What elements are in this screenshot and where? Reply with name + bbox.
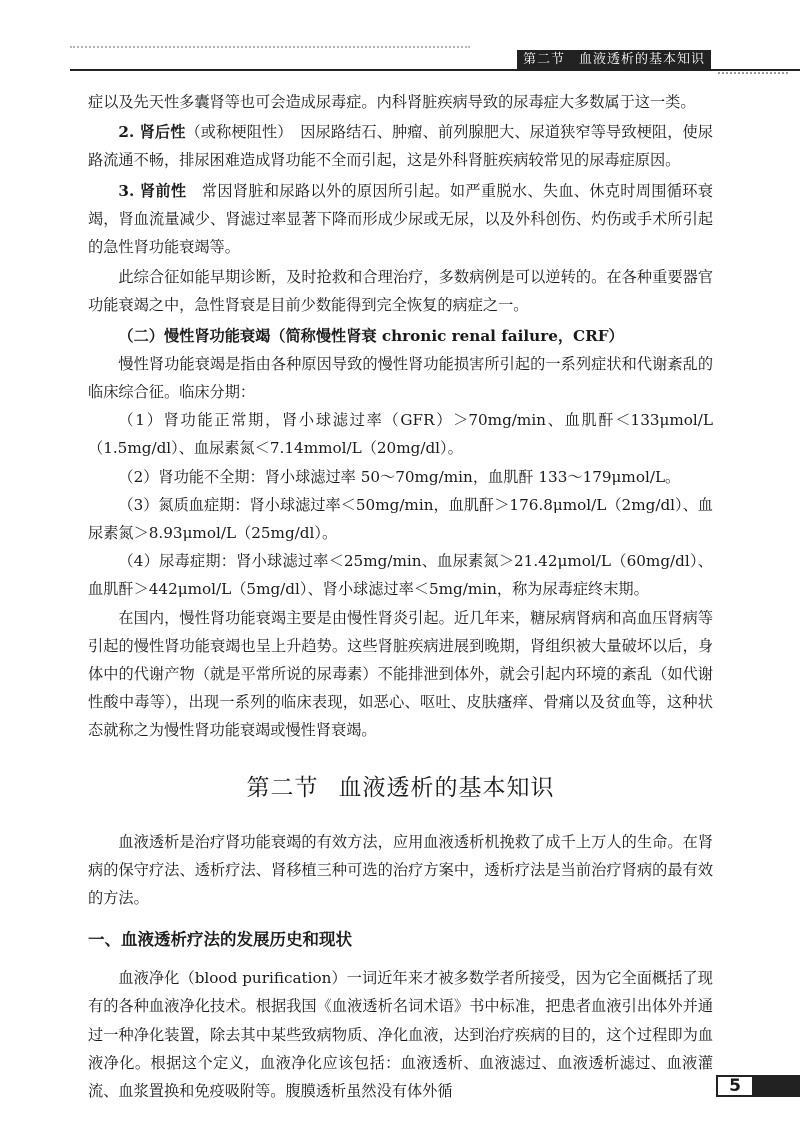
stage-item: （4）尿毒症期：肾小球滤过率＜25mg/min、血尿素氮＞21.42μmol/L（60mg/dl）、血肌酐＞442μmol/L（5mg/dl）、肾小球滤过率＜5mg/min，称为尿毒症终末期。: [88, 552, 713, 599]
header-rule: [70, 69, 800, 71]
paragraph: 在国内，慢性肾功能衰竭主要是由慢性肾炎引起。近几年来，糖尿病肾病和高血压肾病等引起的慢性肾功能衰竭也呈上升趋势。这些肾脏疾病进展到晚期，肾组织被大量破坏以后，身体中的代谢产物（就是平常所说的尿毒素）不能排泄到体外，就会引起内环境的紊乱（如代谢性酸中毒等），出现一系列的临床表现，如恶心、呕吐、皮肤瘙痒、骨痛以及贫血等，这种状态就称之为慢性肾功能衰竭或慢性肾衰竭。: [88, 608, 713, 740]
stage-item: （3）氮质血症期：肾小球滤过率＜50mg/min，血肌酐＞176.8μmol/L（2mg/dl）、血尿素氮＞8.93μmol/L（25mg/dl）。: [88, 495, 713, 543]
item-lead: 2. 肾后性: [118, 123, 186, 142]
item-paren: （或称梗阻性）: [185, 123, 285, 142]
page-body: [88, 88, 713, 1105]
page-number: 5: [716, 1075, 754, 1097]
section-number: 第二节: [246, 774, 319, 801]
page-number-badge: [716, 1075, 800, 1097]
page-number-bar: [754, 1075, 800, 1097]
stage-item: （1）肾功能正常期，肾小球滤过率（GFR）＞70mg/min、血肌酐＜133μmol/L（1.5mg/dl）、血尿素氮＜7.14mmol/L（20mg/dl）。: [88, 411, 713, 458]
paragraph: 慢性肾功能衰竭是指由各种原因导致的慢性肾功能损害所引起的一系列症状和代谢紊乱的临床综合征。临床分期：: [88, 354, 713, 402]
running-header: 第二节 血液透析的基本知识: [517, 50, 711, 70]
section-name: 血液透析的基本知识: [338, 774, 555, 801]
paragraph-pre-renal: [88, 177, 713, 262]
stage-item: （2）肾功能不全期：肾小球滤过率 50～70mg/min，血肌酐 133～179μmol/L。: [118, 467, 681, 486]
paragraph: 血液透析是治疗肾功能衰竭的有效方法，应用血液透析机挽救了成千上万人的生命。在肾病的保守疗法、透析疗法、肾移植三种可选的治疗方案中，透析疗法是当前治疗肾病的最有效的方法。: [88, 832, 713, 908]
paragraph: 血液净化（blood purification）一词近年来才被多数学者所接受，因为它全面概括了现有的各种血液净化技术。根据我国《血液透析名词术语》书中标准，把患者血液引出体外并通过一种净化装置，除去其中某些致病物质、净化血液，达到治疗疾病的目的，这个过程即为血液净化。根据这个定义，血液净化应该包括：血液透析、血液滤过、血液透析滤过、血液灌流、血浆置换和免疫吸附等。腹膜透析虽然没有体外循: [88, 969, 713, 1101]
header-decoration: [70, 46, 470, 52]
item-lead: 3. 肾前性: [118, 181, 187, 200]
paragraph: 症以及先天性多囊肾等也可会造成尿毒症。内科肾脏疾病导致的尿毒症大多数属于这一类。: [88, 93, 696, 111]
subsection-heading: （二）慢性肾功能衰竭（简称慢性肾衰 chronic renal failure，CRF）: [118, 326, 624, 345]
item-body: 因尿路结石、肿瘤、前列腺肥大、尿道狭窄等导致梗阻，使尿路流通不畅，排尿困难造成肾功能不全而引起，这是外科肾脏疾病较常见的尿毒症原因。: [88, 123, 713, 170]
item-body: 常因肾脏和尿路以外的原因所引起。如严重脱水、失血、休克时周围循环衰竭，肾血流量减少、肾滤过率显著下降而形成少尿或无尿，以及外科创伤、灼伤或手术所引起的急性肾功能衰竭等。: [88, 181, 713, 257]
subheading: 一、血液透析疗法的发展历史和现状: [88, 930, 352, 950]
section-title: [88, 769, 713, 802]
header-tail-decoration: [718, 72, 788, 78]
paragraph-post-renal: [88, 118, 713, 174]
paragraph: 此综合征如能早期诊断，及时抢救和合理治疗，多数病例是可以逆转的。在各种重要器官功能衰竭之中，急性肾衰是目前少数能得到完全恢复的病症之一。: [88, 268, 713, 315]
